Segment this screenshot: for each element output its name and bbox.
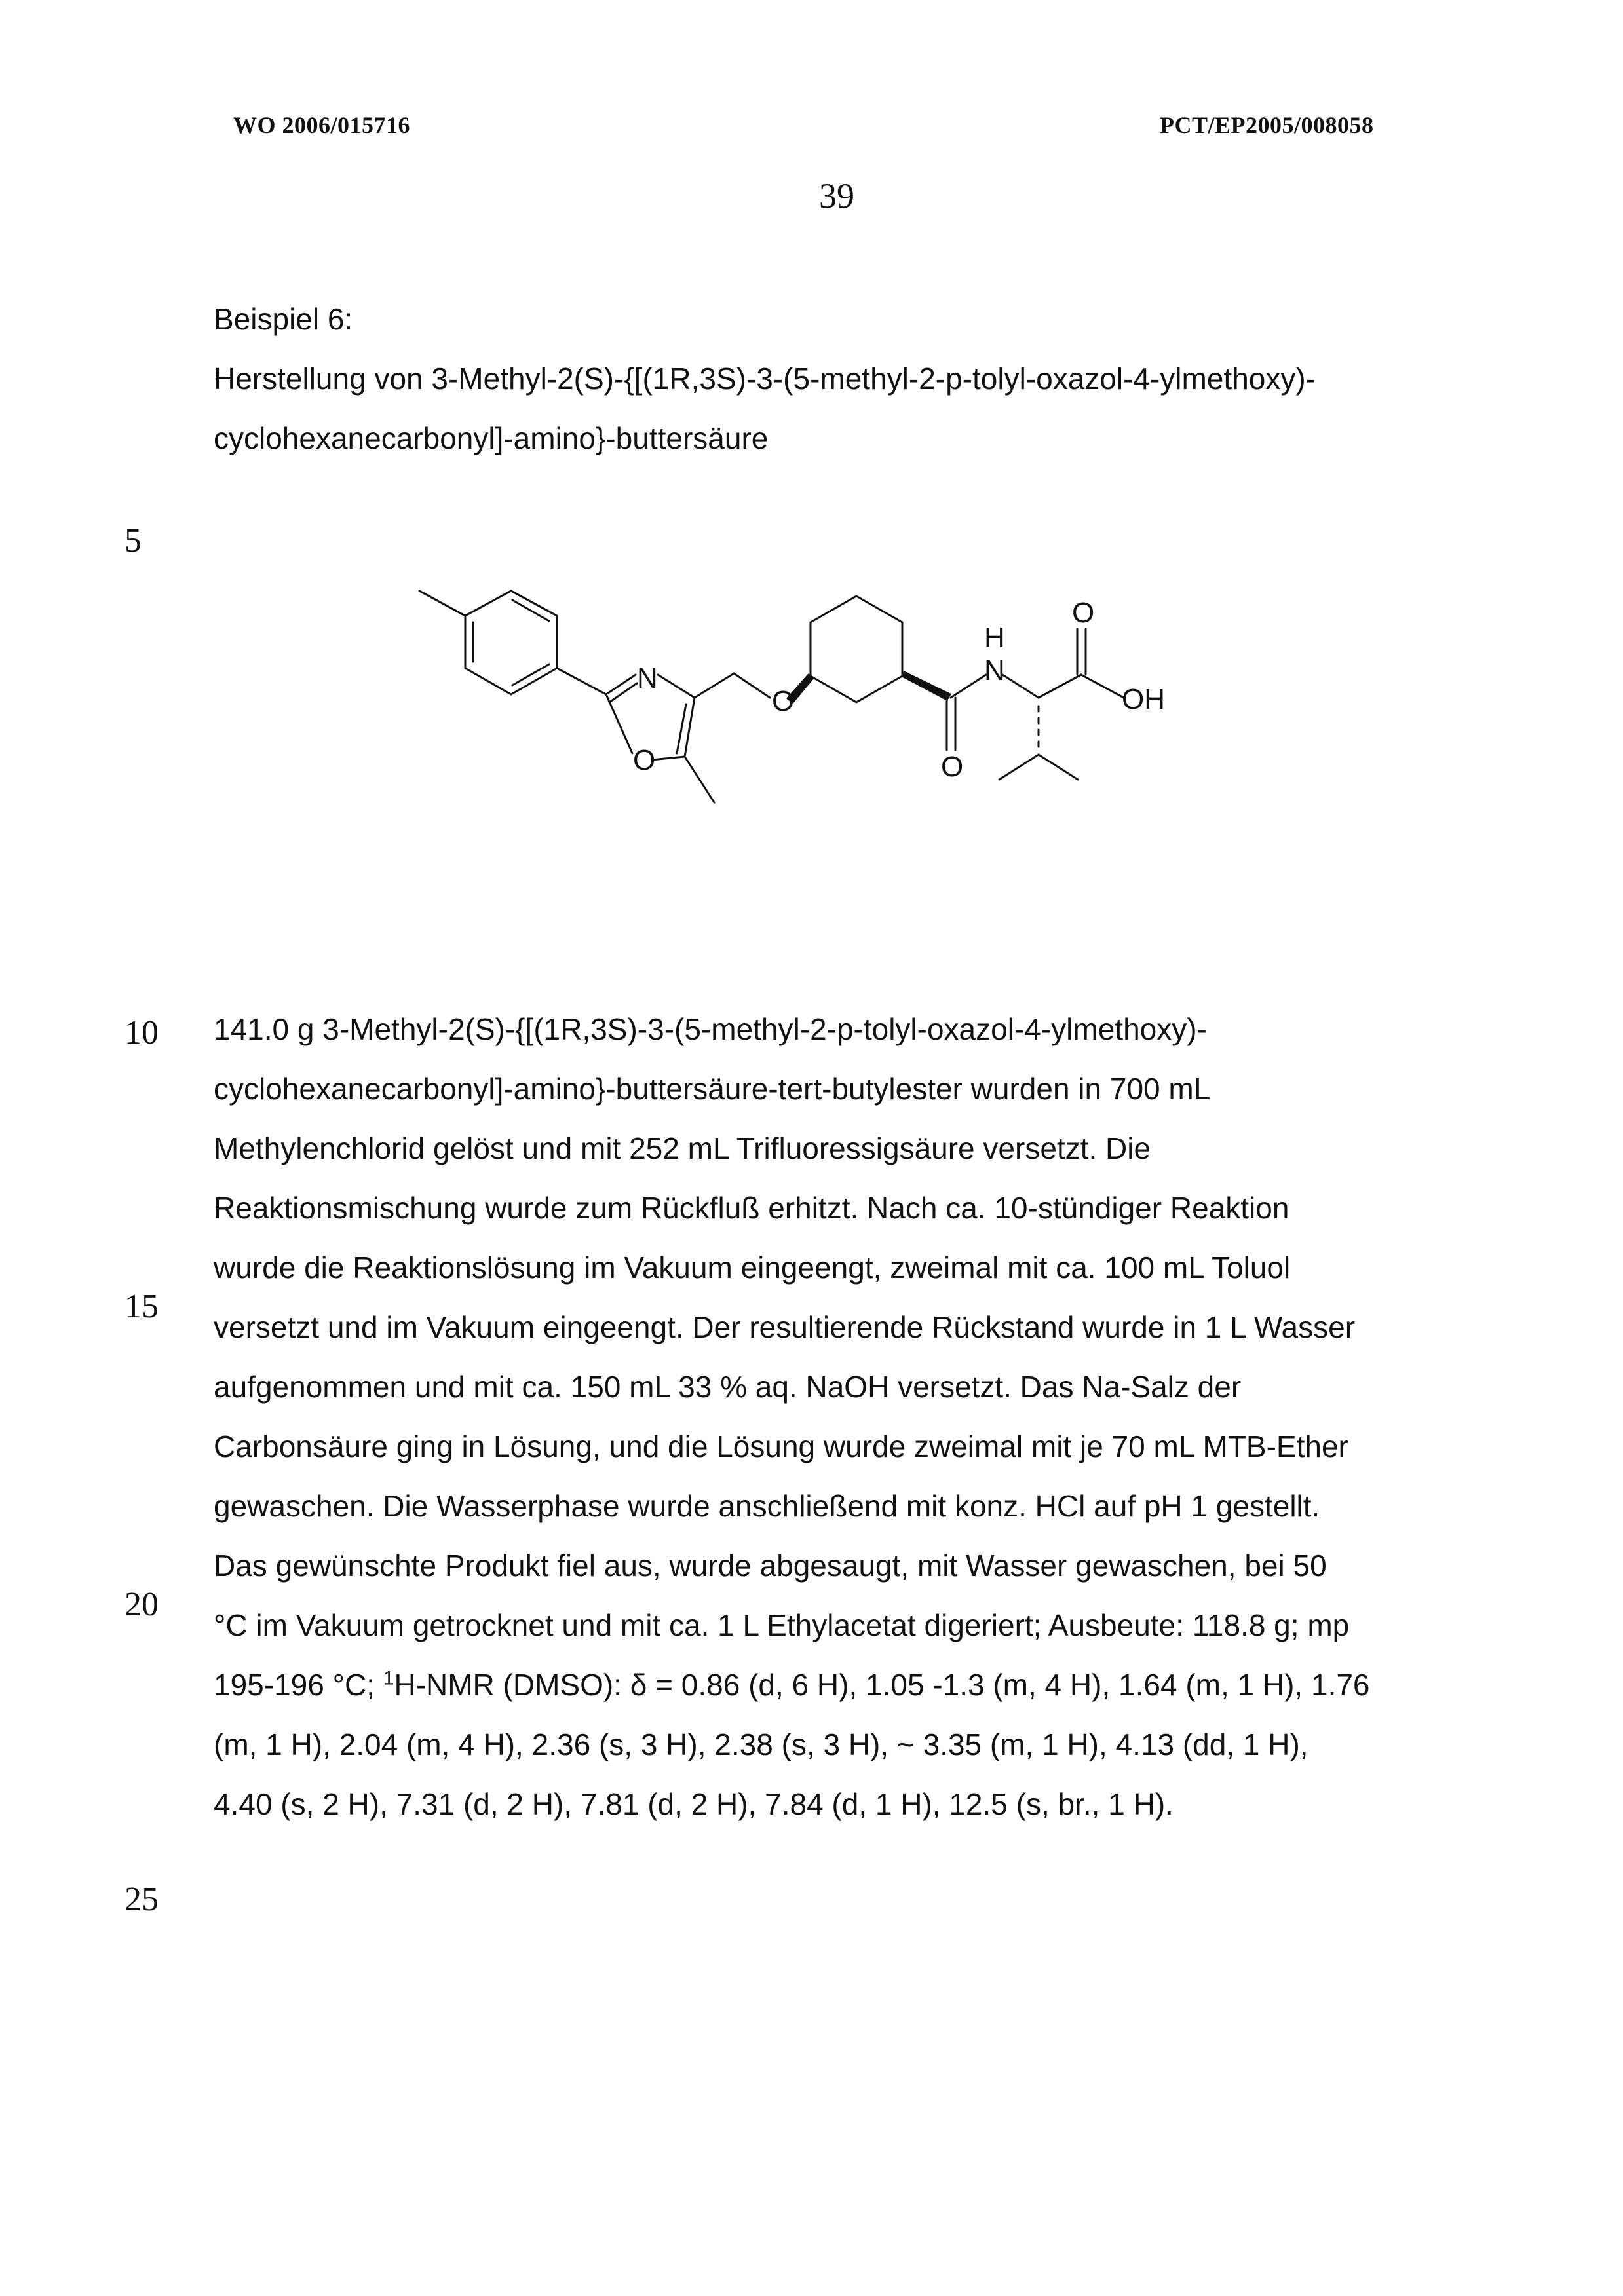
paragraph-line: Das gewünschte Produkt fiel aus, wurde abgesaugt, mit Wasser gewaschen, bei 50 <box>214 1549 1327 1583</box>
application-number: PCT/EP2005/008058 <box>1160 112 1374 138</box>
nmr-text-rest: H-NMR (DMSO): δ = 0.86 (d, 6 H), 1.05 -1.3 (m, 4 H), 1.64 (m, 1 H), 1.76 <box>394 1668 1370 1702</box>
bond <box>557 668 606 694</box>
paragraph-line-nmr <box>214 1655 1498 1715</box>
paragraph-line: 141.0 g 3-Methyl-2(S)-{[(1R,3S)-3-(5-methyl-2-p-tolyl-oxazol-4-ylmethoxy)- <box>214 1012 1207 1046</box>
paragraph-line: aufgenommen und mit ca. 150 mL 33 % aq. NaOH versetzt. Das Na-Salz der <box>214 1370 1242 1404</box>
bond <box>1081 675 1124 698</box>
line-number-25: 25 <box>124 1881 159 1918</box>
example-heading: Beispiel 6: <box>214 302 353 336</box>
example-title-line-1: Herstellung von 3-Methyl-2(S)-{[(1R,3S)-3-(5-methyl-2-p-tolyl-oxazol-4-ylmethoxy)- <box>214 362 1316 396</box>
page-number: 39 <box>819 176 854 216</box>
bond <box>685 757 714 802</box>
cyclohexane-ring <box>811 596 902 702</box>
line-number-20: 20 <box>124 1586 159 1623</box>
atom-label-o: O <box>772 685 795 717</box>
paragraph-line: Methylenchlorid gelöst und mit 252 mL Trifluoressigsäure versetzt. Die <box>214 1131 1151 1165</box>
paragraph-line: gewaschen. Die Wasserphase wurde anschließend mit konz. HCl auf pH 1 gestellt. <box>214 1489 1320 1523</box>
benzene-ring <box>465 591 557 694</box>
example-title-line-2: cyclohexanecarbonyl]-amino}-buttersäure <box>214 421 769 455</box>
atom-label-o: O <box>633 744 656 776</box>
paragraph-line: Carbonsäure ging in Lösung, und die Lösung wurde zweimal mit je 70 mL MTB-Ether <box>214 1429 1348 1463</box>
chemical-structure <box>393 563 1245 871</box>
bond <box>609 683 637 702</box>
line-number-10: 10 <box>124 1014 159 1051</box>
aromatic-inner-bond <box>512 600 549 621</box>
bond <box>695 673 734 698</box>
atom-label-h: H <box>984 622 1005 654</box>
example-heading-block <box>214 290 1459 468</box>
paragraph-line: (m, 1 H), 2.04 (m, 4 H), 2.36 (s, 3 H), 2.38 (s, 3 H), ~ 3.35 (m, 1 H), 4.13 (dd, 1 H), <box>214 1727 1308 1761</box>
bond <box>1039 675 1081 698</box>
bond <box>677 704 686 753</box>
paragraph-line: °C im Vakuum getrocknet und mit ca. 1 L Ethylacetat digeriert; Ausbeute: 118.8 g; mp <box>214 1608 1350 1642</box>
paragraph-line: versetzt und im Vakuum eingeengt. Der resultierende Rückstand wurde in 1 L Wasser <box>214 1310 1356 1344</box>
atom-label-o: O <box>1072 597 1095 629</box>
bond <box>419 591 465 616</box>
paragraph-line: Reaktionsmischung wurde zum Rückfluß erhitzt. Nach ca. 10-stündiger Reaktion <box>214 1191 1289 1225</box>
atom-label-o: O <box>941 751 964 783</box>
isotope-superscript: 1 <box>383 1667 394 1689</box>
line-number-5: 5 <box>124 522 142 559</box>
bond <box>1002 675 1039 698</box>
bond <box>1039 755 1078 780</box>
atom-label-n: N <box>637 662 658 694</box>
bond <box>999 755 1039 780</box>
bond <box>606 694 632 753</box>
bond <box>734 673 770 698</box>
paragraph-line: cyclohexanecarbonyl]-amino}-buttersäure-tert-butylester wurden in 700 mL <box>214 1072 1211 1106</box>
paragraph-line: 4.40 (s, 2 H), 7.31 (d, 2 H), 7.81 (d, 2 H), 7.84 (d, 1 H), 12.5 (s, br., 1 H). <box>214 1787 1174 1821</box>
wedge-bond <box>902 672 950 700</box>
nmr-text-start: 195-196 °C; <box>214 1668 383 1702</box>
document-number: WO 2006/015716 <box>233 112 411 138</box>
procedure-paragraph <box>214 1000 1498 1834</box>
atom-label-oh: OH <box>1122 683 1165 715</box>
atom-label-n: N <box>984 654 1005 687</box>
bond <box>606 675 636 694</box>
line-number-15: 15 <box>124 1288 159 1325</box>
bond <box>652 757 685 760</box>
bond <box>951 675 986 698</box>
bond <box>658 675 695 698</box>
paragraph-line: wurde die Reaktionslösung im Vakuum eingeengt, zweimal mit ca. 100 mL Toluol <box>214 1251 1291 1285</box>
